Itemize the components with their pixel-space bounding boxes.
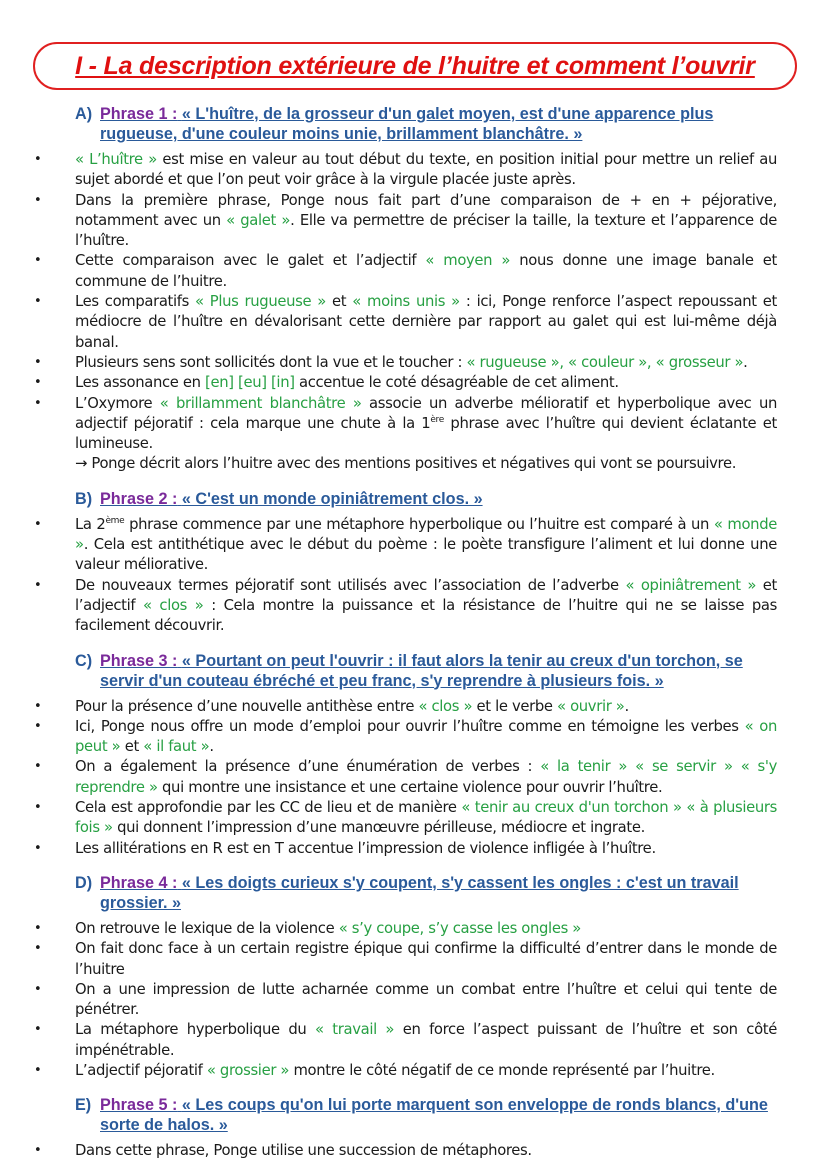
conclusion-note: → Ponge décrit alors l’huitre avec des mentions positives et négatives qui vont se poursuivre.: [75, 455, 737, 473]
section-letter: B): [75, 489, 93, 508]
list-item: • L’adjectif péjoratif « grossier » montre le côté négatif de ce monde représenté par l’huitre.: [34, 1061, 715, 1079]
list-item: • Cela est approfondie par les CC de lieu et de manière « tenir au creux d'un torchon » « à plusieurs fois » qui donnent l’impression d’une manœuvre périlleuse, médiocre et ingrate.: [34, 799, 777, 837]
title-banner: [33, 42, 797, 90]
phrase-quote: « Pourtant on peut l'ouvrir : il faut alors la tenir au creux d'un torchon, se servir d'un couteau ébréché et peu franc, s'y reprendre à plusieurs fois. »: [100, 651, 743, 690]
list-item: • Les allitérations en R est en T accentue l’impression de violence infligée à l’huître.: [34, 839, 656, 857]
section-heading: [75, 104, 780, 144]
list-item: • Les assonance en [en] [eu] [in] accentue le coté désagréable de cet aliment.: [34, 374, 619, 392]
list-item: • De nouveaux termes péjoratif sont utilisés avec l’association de l’adverbe « opiniâtrement » et l’adjectif « clos » : Cela montre la puissance et la résistance de l’huitre qui ne se laisse pas facilement découvrir.: [34, 576, 777, 635]
section-d: [0, 873, 828, 1081]
section-heading: [75, 1095, 780, 1135]
section-heading: [75, 873, 780, 913]
phrase-label: Phrase 1 :: [100, 105, 178, 123]
section-letter: A): [75, 105, 93, 123]
phrase-label: Phrase 3 :: [100, 651, 178, 670]
section-letter: C): [75, 651, 93, 670]
phrase-quote: « Les coups qu'on lui porte marquent son enveloppe de ronds blancs, d'une sorte de halos. »: [100, 1096, 768, 1135]
section-a: [0, 104, 828, 475]
section-heading: [75, 489, 780, 509]
section-heading: [75, 651, 780, 691]
section-b: [0, 489, 828, 637]
phrase-quote: « Les doigts curieux s'y coupent, s'y cassent les ongles : c'est un travail grossier. »: [100, 873, 739, 912]
list-item: • On fait donc face à un certain registre épique qui confirme la difficulté d’entrer dans le monde de l’huitre: [34, 940, 777, 978]
list-item: • Les comparatifs « Plus rugueuse » et « moins unis » : ici, Ponge renforce l’aspect repoussant et médiocre de l’huître en dévalorisant cette dernière par rapport au galet qui est lui-même déjà banal.: [34, 293, 777, 351]
phrase-label: Phrase 4 :: [100, 873, 178, 892]
phrase-quote: « C'est un monde opiniâtrement clos. »: [181, 489, 483, 508]
list-item: • Ici, Ponge nous offre un mode d’emploi pour ouvrir l’huître comme en témoigne les verbes « on peut » et « il faut ».: [34, 717, 777, 756]
list-item: • Dans cette phrase, Ponge utilise une succession de métaphores.: [34, 1142, 532, 1160]
list-item: • La métaphore hyperbolique du « travail » en force l’aspect puissant de l’huître et son côté impénétrable.: [34, 1021, 777, 1059]
phrase-quote: « L'huître, de la grosseur d'un galet moyen, est d'une apparence plus rugueuse, d'une couleur moins unie, brillamment blanchâtre. »: [100, 105, 714, 143]
section-e: [0, 1095, 828, 1161]
phrase-label: Phrase 5 :: [100, 1096, 178, 1115]
document-body: [0, 104, 828, 1162]
list-item: • On a également la présence d’une énumération de verbes : « la tenir » « se servir » « s'y reprendre » qui montre une insistance et une certaine violence pour ouvrir l’huître.: [34, 758, 778, 796]
list-item: • Pour la présence d’une nouvelle antithèse entre « clos » et le verbe « ouvrir ».: [34, 697, 629, 715]
section-c: [0, 651, 828, 859]
list-item: • L’Oxymore « brillamment blanchâtre » associe un adverbe mélioratif et hyperbolique avec un adjectif péjoratif : cela marque une chute à la 1ère phrase avec l’huître qui devient éclatante et lumineuse.: [34, 394, 777, 453]
page-title: I - La description extérieure de l’huitre et comment l’ouvrir: [75, 51, 755, 80]
list-item: • « L’huître » est mise en valeur au tout début du texte, en position initial pour mettre un relief au sujet abordé et que l’on peut voir grâce à la virgule placée juste après.: [34, 151, 777, 189]
section-letter: D): [75, 873, 93, 892]
section-letter: E): [75, 1096, 92, 1115]
list-item: • Cette comparaison avec le galet et l’adjectif « moyen » nous donne une image banale et commune de l’huitre.: [34, 252, 777, 290]
list-item: • On a une impression de lutte acharnée comme un combat entre l’huître et celui qui tente de pénétrer.: [34, 980, 777, 1019]
phrase-label: Phrase 2 :: [100, 489, 178, 508]
list-item: • Dans la première phrase, Ponge nous fait part d’une comparaison de + en + péjorative, notamment avec un « galet ». Elle va permettre de préciser la taille, la texture et l’apparence de l’huître.: [34, 191, 777, 250]
list-item: • La 2ème phrase commence par une métaphore hyperbolique ou l’huitre est comparé à un « monde ». Cela est antithétique avec le début du poème : le poète transfigure l’aliment et lui donne une valeur méliorative.: [34, 515, 777, 574]
list-item: • Plusieurs sens sont sollicités dont la vue et le toucher : « rugueuse », « couleur », « grosseur ».: [34, 353, 748, 371]
list-item: • On retrouve le lexique de la violence « s’y coupe, s’y casse les ongles »: [34, 919, 581, 937]
